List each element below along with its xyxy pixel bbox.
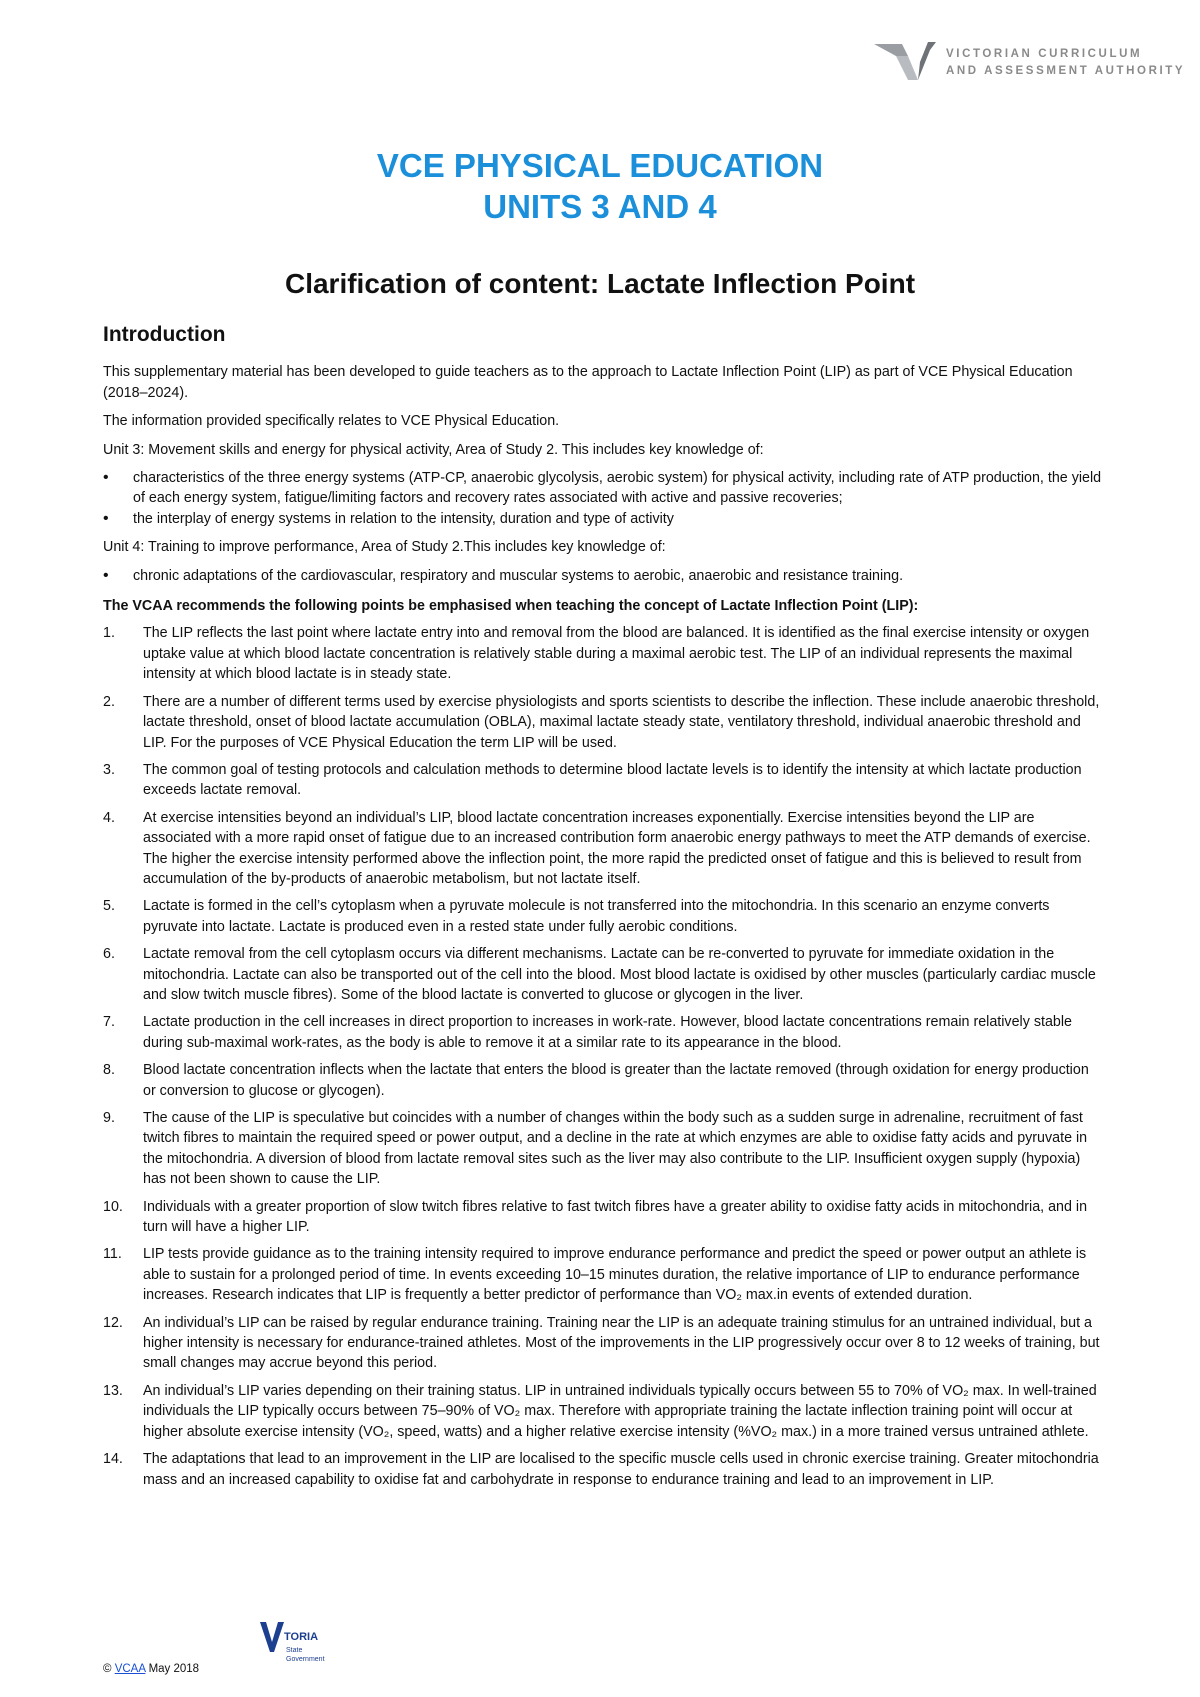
item-text: Blood lactate concentration inflects when the lactate that enters the blood is greater than the lactate removed (through oxidation for energy production or conversion to glucose or glycogen). (143, 1062, 1089, 1099)
list-item (103, 896, 1103, 937)
logo-line-2: AND ASSESSMENT AUTHORITY (946, 65, 1186, 77)
list-item (103, 1108, 1103, 1190)
item-number: 14. (103, 1451, 123, 1468)
vcaa-link[interactable]: VCAA (114, 1663, 146, 1675)
list-item: • chronic adaptations of the cardiovascular, respiratory and muscular systems to aerobic, anaerobic and resistance training. (103, 566, 1103, 586)
svg-text:State: State (286, 1647, 303, 1654)
list-item: • the interplay of energy systems in relation to the intensity, duration and type of activity (103, 509, 1103, 529)
list-item (103, 1449, 1103, 1490)
item-number: 11. (103, 1246, 122, 1263)
vcaa-logo-mark-icon (872, 40, 938, 86)
list-item (103, 1313, 1103, 1374)
svg-text:TORIA: TORIA (284, 1631, 319, 1643)
list-item (103, 808, 1103, 890)
item-text: There are a number of different terms used by exercise physiologists and sports scientists to describe the inflection. These include anaerobic threshold, lactate threshold, onset of blood lactate accumulation (OBLA), maximal lactate steady state, ventilatory threshold, individual anaerobic threshold and LIP. For the purposes of VCE Physical Education the term LIP will be used. (143, 693, 1100, 751)
item-text: An individual’s LIP varies depending on their training status. LIP in untrained individuals typically occurs between 55 to 70% of VO₂ max. In well-trained individuals the LIP typically occurs between 75–90% of VO₂ max. Therefore with appropriate training the lactate inflection training point will occur at higher absolute exercise intensity (VO₂, speed, watts) and a higher relative exercise intensity (%VO₂ max.) in a more trained versus untrained athlete. (143, 1382, 1097, 1440)
item-number: 2. (103, 693, 115, 710)
list-item (103, 1012, 1103, 1053)
item-number: 8. (103, 1062, 115, 1079)
unit3-bullet-list (103, 468, 1103, 529)
item-number: 4. (103, 809, 115, 826)
title-line-1: VCE PHYSICAL EDUCATION (376, 147, 824, 184)
item-text: At exercise intensities beyond an individual’s LIP, blood lactate concentration increases exponentially. Exercise intensities beyond the LIP are associated with a more rapid onset of fatigue due to an increased contribution form anaerobic energy pathways to meet the ATP demands of exercise. The higher the exercise intensity performed above the inflection point, the more rapid the predicted onset of fatigue and this is believed to result from accumulation of the by-products of anaerobic metabolism, but not lactate itself. (143, 809, 1091, 887)
footer (103, 1663, 199, 1675)
victoria-government-logo-icon (260, 1620, 340, 1680)
item-number: 9. (103, 1110, 115, 1126)
item-number: 6. (103, 946, 115, 963)
item-text: The LIP reflects the last point where lactate entry into and removal from the blood are balanced. It is identified as the final exercise intensity or oxygen uptake value at which blood lactate concentration is relatively stable during a maximal aerobic test. The LIP of an individual represents the maximal intensity at which blood lactate is in steady state. (143, 625, 1090, 683)
recommend-heading: The VCAA recommends the following points be emphasised when teaching the concept of Lactate Inflection Point (LIP): (103, 598, 919, 615)
item-text: Lactate removal from the cell cytoplasm occurs via different mechanisms. Lactate can be re-converted to pyruvate for immediate oxidation in the mitochondria. Lactate can also be transported out of the cell into the blood. Most blood lactate is oxidised by other muscles (particularly cardiac muscle and slow twitch muscle fibres). Some of the blood lactate is converted to glucose or glycogen in the liver. (143, 946, 1096, 1003)
list-item: • characteristics of the three energy systems (ATP-CP, anaerobic glycolysis, aerobic system) for physical activity, including rate of ATP production, the yield of each energy system, fatigue/limiting factors and recovery rates associated with active and passive recoveries; (103, 468, 1103, 509)
item-number: 3. (103, 761, 115, 778)
document-body (103, 325, 1103, 1497)
item-text: Lactate is formed in the cell’s cytoplasm when a pyruvate molecule is not transferred into the mitochondria. In this scenario an enzyme converts pyruvate into lactate. Lactate is produced even in a rested state under fully aerobic conditions. (143, 898, 1050, 935)
item-number: 7. (103, 1014, 115, 1031)
list-item (103, 760, 1103, 801)
copyright-symbol: © (103, 1663, 112, 1675)
points-list (103, 623, 1103, 1489)
list-item (103, 1244, 1103, 1305)
item-number: 5. (103, 898, 115, 915)
item-text: Individuals with a greater proportion of slow twitch fibres relative to fast twitch fibres have a greater ability to oxidise fatty acids in mitochondria, and in turn will have a higher LIP. (143, 1198, 1088, 1236)
unit4-intro: Unit 4: Training to improve performance, Area of Study 2.This includes key knowledge of: (103, 539, 666, 556)
list-item (103, 692, 1103, 753)
item-text: The cause of the LIP is speculative but coincides with a number of changes within the body such as a sudden surge in adrenaline, recruitment of fast twitch fibres to maintain the required speed or power output, and a decline in the rate at which enzymes are able to oxidise fatty acids and pyruvate in the mitochondria. A diversion of blood from lactate removal sites such as the liver may also contribute to the LIP. Insufficient oxygen supply (hypoxia) has not been shown to cause the LIP. (143, 1110, 1088, 1188)
item-text: LIP tests provide guidance as to the training intensity required to improve endurance performance and predict the speed or power output an athlete is able to sustain for a prolonged period of time. In events exceeding 10–15 minutes duration, the relative importance of LIP to endurance performance increases. Research indicates that LIP is frequently a better predictor of performance than VO₂ max.in events of extended duration. (143, 1246, 1087, 1304)
page-title (0, 145, 1200, 227)
item-number: 12. (103, 1314, 123, 1331)
list-item (103, 623, 1103, 684)
item-number: 1. (103, 625, 115, 642)
logo-line-1: VICTORIAN CURRICULUM (946, 48, 1143, 60)
item-text: An individual’s LIP can be raised by regular endurance training. Training near the LIP is an adequate training stimulus for an untrained individual, but a higher intensity is necessary for endurance-trained athletes. Most of the improvements in the LIP progressively occur over 8 to 12 weeks of training, but small changes may accrue beyond this period. (143, 1314, 1100, 1372)
intro-paragraph-1: This supplementary material has been developed to guide teachers as to the approach to Lactate Inflection Point (LIP) as part of VCE Physical Education (2018–2024). (103, 364, 1073, 401)
page-subtitle: Clarification of content: Lactate Inflection Point (284, 268, 916, 299)
item-text: The adaptations that lead to an improvement in the LIP are localised to the specific muscle cells used in chronic exercise training. Greater mitochondria mass and an increased capability to oxidise fat and carbohydrate in response to endurance training and lead to an improvement in LIP. (143, 1451, 1099, 1488)
introduction-heading: Introduction (103, 323, 226, 346)
item-text: Lactate production in the cell increases in direct proportion to increases in work-rate. However, blood lactate concentrations remain relatively stable during sub-maximal work-rates, as the body is able to remove it at a similar rate to its appearance in the blood. (143, 1014, 1072, 1051)
list-item (103, 1381, 1103, 1442)
unit3-intro: Unit 3: Movement skills and energy for physical activity, Area of Study 2. This includes key knowledge of: (103, 441, 764, 458)
vcaa-logo (872, 40, 1185, 86)
title-line-2: UNITS 3 AND 4 (483, 188, 717, 225)
item-number: 13. (103, 1382, 123, 1399)
intro-paragraph-2: The information provided specifically relates to VCE Physical Education. (103, 413, 560, 430)
item-text: The common goal of testing protocols and calculation methods to determine blood lactate levels is to identify the intensity at which lactate production exceeds lactate removal. (143, 761, 1082, 799)
unit4-bullet-list (103, 566, 1103, 586)
list-item (103, 1060, 1103, 1101)
item-number: 10. (103, 1198, 123, 1215)
list-item (103, 944, 1103, 1005)
footer-date: May 2018 (148, 1663, 200, 1675)
vcaa-logo-text (946, 46, 1185, 80)
svg-text:Government: Government (286, 1656, 325, 1663)
list-item (103, 1197, 1103, 1238)
